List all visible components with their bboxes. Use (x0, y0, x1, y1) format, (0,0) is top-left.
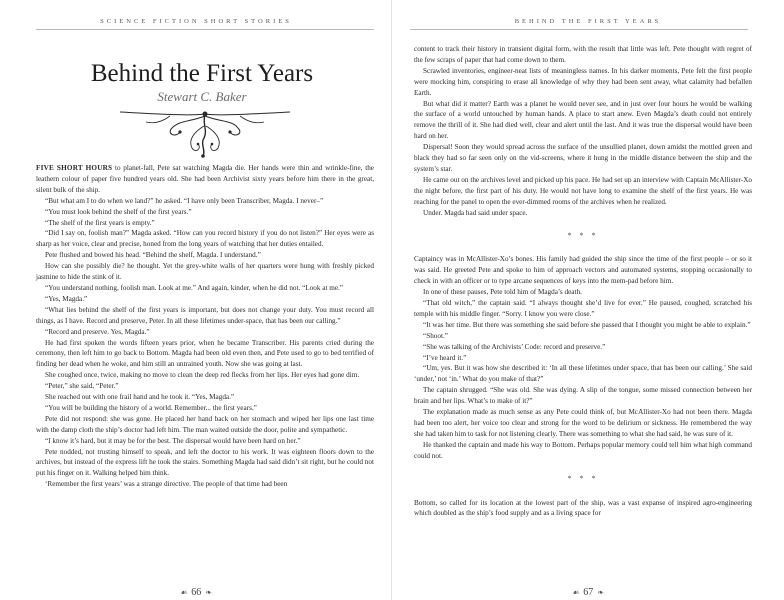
paragraph: “That old witch,” the captain said. “I always thought she’d live for ever.” He paused, coughed, scratched his temple with his middle finger. “Sorry. I know you were close.” (414, 299, 752, 318)
paragraph: Under. Magda had said under space. (423, 208, 528, 217)
paragraph: “You must look behind the shelf of the first years.” (45, 207, 192, 216)
paragraph: “I know it’s hard, but it may be for the best. The dispersal would have been hard on her.” (45, 436, 301, 445)
running-head-right: BEHIND THE FIRST YEARS (514, 18, 662, 25)
paragraph: “But what am I to do when we land?” he asked. “I have only been Transcriber, Magda. I never–” (45, 196, 324, 205)
paragraph: In one of these pauses, Pete told him of Magda’s death. (423, 288, 582, 297)
story-title: Behind the First Years (90, 60, 314, 87)
paragraph: Captaincy was in McAllister-Xo’s bones. His family had guided the ship since the time of the first people – or so it was said. He greeted Pete and spoke to him of approach vectors and automated systems, stopping occasionally to check in with an officer or to type arcane sequences of keys into the mem-pad before him. (414, 255, 752, 286)
paragraph: “I’ve heard it.” (423, 353, 467, 362)
paragraph: The explanation made as much sense as any Pete could think of, but McAllister-Xo had not been there. Magda had been too alert, her voice too clear and strong for the word to be delirium or sickness. He remembered the way she had taken him to task for not listening clearly. There was something to what she had said, he was sure of it. (414, 408, 752, 438)
paragraph: “What lies behind the shelf of the first years is important, but does not change your duty. You must record all things, as I have. Record and preserve, Peter. In all these lifetimes under-space, that has been our calling.” (36, 305, 374, 325)
paragraph: But what did it matter? Earth was a planet he would never see, and in just over four hours he would be walking the surface of a world untouched by human hands. A place to start anew. Even Magda’s death could not entirely remove the thrill of it. She had died well, clear and alert until the last. And it was true the dispersal would have been hard on her. (414, 99, 752, 141)
page-number-left: ☙ 66 ❧ (180, 587, 212, 598)
header-rule-left (36, 29, 374, 30)
paragraph: “It was her time. But there was something she said before she passed that I thought you might be able to explain.” (423, 320, 751, 329)
section-break: * * * (567, 230, 599, 240)
folio-ornament-icon: ❧ (597, 588, 604, 597)
section-break: * * * (567, 473, 599, 483)
folio-ornament-icon: ❧ (205, 588, 212, 597)
paragraph: Bottom, so called for its location at the lowest part of the ship, was a vast expanse of inspired agro-engineering which doubled as the ship’s food supply and as a living space for (414, 498, 752, 518)
paragraph: “Um, yes. But it was how she described it: ‘In all these lifetimes under space, that has been our calling.’ She said ‘under,’ not ‘in.’ What do you make of that?” (414, 364, 752, 384)
paragraph: Dispersal! Soon they would spread across the surface of the unsullied planet, down amidst the mottled green and black they had so far seen only on the vid-screens, where it hung in the middle distance between the ship and the system’s star. (414, 143, 752, 173)
paragraph: She coughed once, twice, making no move to clean the deep red flecks from her lips. Her eyes had gone dim. (45, 371, 360, 380)
floral-flourish-ornament (110, 104, 300, 160)
paragraph: “Did I say on, foolish man?” Magda asked. “How can you record history if you do not listen?” Her eyes were as sharp as her voice, clear and precise, honed from the long years of watching that her duties entailed. (36, 229, 374, 249)
opening-paragraph: FIVE SHORT HOURS to planet-fall, Pete sat watching Magda die. Her hands were thin and wrinkle-fine, the leathern colour of paper five hundred years old. She had been Archivist sixty years before him there in the great, silent bulk of the ship. (36, 164, 374, 194)
paragraph: “Shoot.” (423, 331, 448, 340)
header-rule-right (410, 29, 748, 30)
paragraph: The captain shrugged. “She was old. She was dying. A slip of the tongue, some missed connection between her brain and her lips. What’s to make of it?” (414, 386, 752, 406)
lead-in: FIVE SHORT HOURS (36, 164, 113, 172)
right-page (392, 0, 784, 600)
folio-ornament-icon: ☙ (572, 588, 580, 597)
paragraph: “Peter,” she said, “Peter.” (45, 382, 119, 391)
paragraph: He came out on the archives level and picked up his pace. He had set up an interview with Captain McAllister-Xo the night before, the first part of his duty. He would not have long to examine the shelf of the first years. He was reaching for the panel to open the ever-dimmed rooms of the archives when he realized. (414, 175, 752, 206)
story-author: Stewart C. Baker (157, 89, 247, 104)
paragraph: How can she possibly die? he thought. Yet the grey-white walls of her quarters were hung with freshly picked jasmine to hide the stink of it. (36, 262, 374, 282)
paragraph: content to track their history in transient digital form, with the result that little was left. Pete thought with regret of the few scraps of paper that had come down to them. (414, 45, 752, 64)
left-page-body (36, 163, 374, 490)
page-number-right: ☙ 67 ❧ (572, 587, 604, 598)
paragraph: “She was talking of the Archivists’ Code: record and preserve.” (423, 342, 606, 351)
paragraph: Scrawled inventories, engineer-neat lists of meaningless names. In his darker moments, Pete felt the first people were mocking him, conspiring to erase all knowledge of why they had been sent away, what calamity had befallen Earth. (414, 66, 752, 97)
paragraph: “You will be building the history of a world. Remember... the first years.” (45, 403, 257, 412)
running-head-left: SCIENCE FICTION SHORT STORIES (100, 18, 292, 25)
paragraph: Pete flushed and bowed his head. “Behind the shelf, Magda. I understand.” (45, 251, 261, 260)
paragraph: “The shelf of the first years is empty.” (45, 218, 155, 227)
paragraph: He had first spoken the words fifteen years prior, when he became Transcriber. His parents cried during the ceremony, then left him to go back to Bottom. Magda had been old even then, and Pete used to go to bed terrified of finding her dead when he woke, and him still an untrained youth. Now she was going at last. (36, 338, 374, 369)
paragraph: “Record and preserve. Yes, Magda.” (45, 327, 150, 336)
paragraph: Pete did not respond: she was gone. He placed her hand back on her stomach and wiped her lips one last time with the damp cloth the ship’s doctor had left him. The man waited outside the door, polite and sympathetic. (36, 414, 374, 434)
paragraph: He thanked the captain and made his way to Bottom. Perhaps popular memory could tell him what high command could not. (414, 440, 752, 460)
right-page-body (414, 44, 752, 519)
paragraph: She reached out with one frail hand and he took it. “Yes, Magda.” (45, 393, 235, 402)
paragraph: “Yes, Magda.” (45, 294, 88, 303)
folio-ornament-icon: ☙ (180, 588, 188, 597)
paragraph: ‘Remember the first years’ was a strange directive. The people of that time had been (45, 480, 288, 489)
paragraph: “You understand nothing, foolish man. Look at me.” And again, kinder, when he did not. “Look at me.” (45, 283, 344, 292)
paragraph: Pete nodded, not trusting himself to speak, and left the doctor to his work. It was eighteen floors down to the archives, but instead of the express lift he took the stairs. Something Magda had said didn’t sit right, but he could not put his finger on it. Walking helped him think. (36, 447, 374, 478)
